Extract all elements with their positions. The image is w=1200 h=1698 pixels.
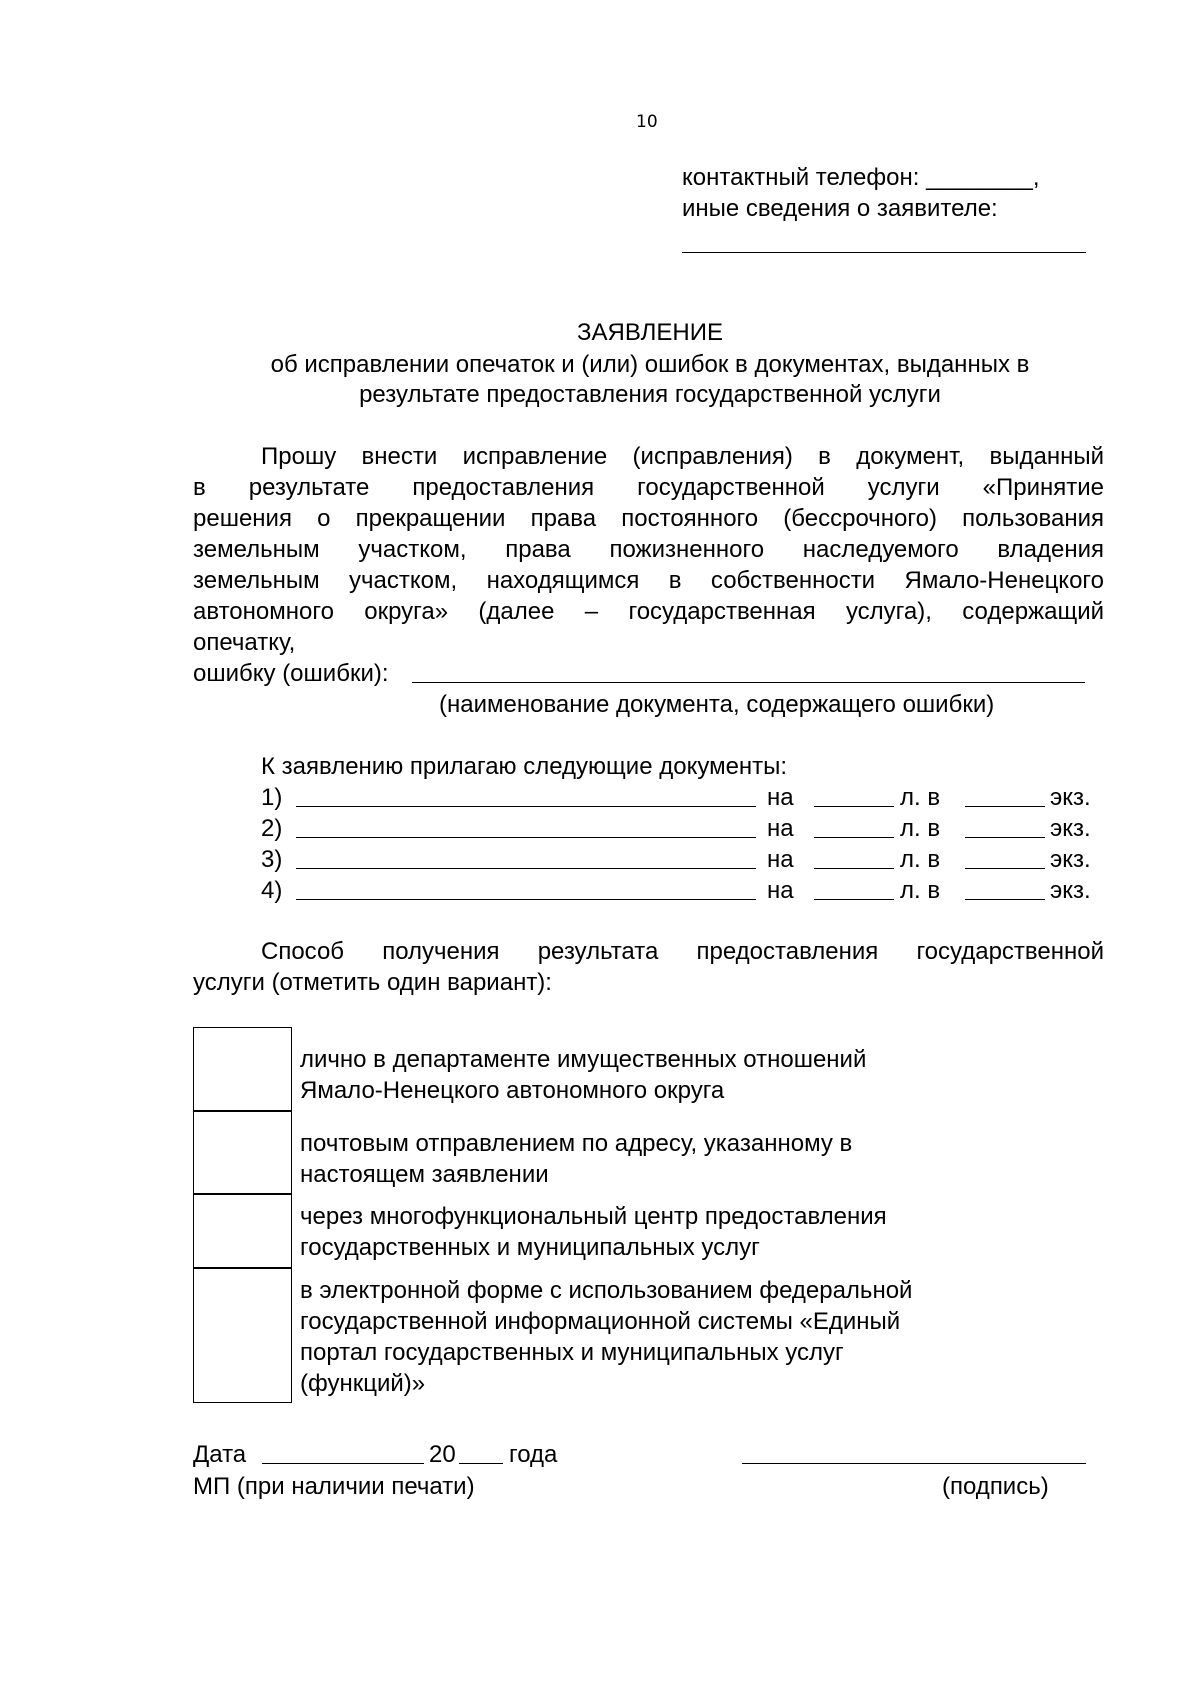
attachment-number: 1) — [261, 784, 283, 811]
option-text-line: в электронной форме с использованием федеральной — [300, 1277, 913, 1304]
attachment-on-label: на — [767, 846, 794, 873]
other-info-line[interactable] — [682, 252, 1086, 253]
attachment-copies-label: экз. — [1050, 877, 1091, 904]
option-checkbox-electronic[interactable] — [193, 1267, 292, 1403]
attachments-intro: К заявлению прилагаю следующие документы: — [261, 753, 788, 780]
attachment-name-field[interactable] — [296, 899, 756, 900]
option-text-line: настоящем заявлении — [300, 1161, 549, 1188]
page-number: 10 — [636, 112, 658, 132]
attachment-name-field[interactable] — [296, 837, 756, 838]
option-checkbox-mfc[interactable] — [193, 1193, 292, 1269]
attachment-sheets-label: л. в — [900, 815, 941, 842]
attachment-copies-label: экз. — [1050, 784, 1091, 811]
option-text-line: государственной информационной системы «Единый — [300, 1308, 901, 1335]
body-line-2: в результате предоставления государственной услуги «Принятие — [193, 474, 1104, 501]
attachment-sheets-field[interactable] — [814, 806, 894, 807]
option-text-line: лично в департаменте имущественных отношений — [300, 1046, 867, 1073]
attachment-sheets-label: л. в — [900, 877, 941, 904]
attachment-sheets-field[interactable] — [814, 868, 894, 869]
body-line-1: Прошу внести исправление (исправления) в документ, выданный — [261, 443, 1104, 470]
attachment-copies-field[interactable] — [965, 837, 1045, 838]
attachment-sheets-field[interactable] — [814, 837, 894, 838]
option-text-line: почтовым отправлением по адресу, указанному в — [300, 1130, 853, 1157]
subtitle-line-2: результате предоставления государственной услуги — [359, 381, 941, 408]
other-info-label: иные сведения о заявителе: — [682, 195, 998, 222]
body-line-6: автономного округа» (далее – государственная услуга), содержащий — [193, 598, 1104, 625]
attachment-copies-field[interactable] — [965, 899, 1045, 900]
attachment-sheets-label: л. в — [900, 846, 941, 873]
year-field[interactable] — [459, 1463, 503, 1464]
body-line-7: опечатку, — [193, 629, 296, 656]
subtitle-line-1: об исправлении опечаток и (или) ошибок в документах, выданных в — [270, 351, 1030, 378]
date-field[interactable] — [262, 1463, 424, 1464]
option-text-line: (функций)» — [300, 1370, 426, 1397]
attachment-on-label: на — [767, 784, 794, 811]
attachment-sheets-label: л. в — [900, 784, 941, 811]
signature-line[interactable] — [742, 1463, 1086, 1464]
option-text-line: государственных и муниципальных услуг — [300, 1234, 760, 1261]
option-text-line: Ямало-Ненецкого автономного округа — [300, 1077, 725, 1104]
attachment-sheets-field[interactable] — [814, 899, 894, 900]
option-text-line: портал государственных и муниципальных услуг — [300, 1339, 844, 1366]
attachment-on-label: на — [767, 877, 794, 904]
attachment-copies-label: экз. — [1050, 846, 1091, 873]
document-name-line[interactable] — [412, 682, 1085, 683]
body-line-4: земельным участком, права пожизненного наследуемого владения — [193, 536, 1104, 563]
page-title: ЗАЯВЛЕНИЕ — [577, 319, 723, 346]
attachment-name-field[interactable] — [296, 806, 756, 807]
attachment-name-field[interactable] — [296, 868, 756, 869]
year-suffix: года — [509, 1441, 558, 1468]
attachment-number: 2) — [261, 815, 283, 842]
attachment-number: 3) — [261, 846, 283, 873]
attachment-number: 4) — [261, 877, 283, 904]
body-line-3: решения о прекращении права постоянного (бессрочного) пользования — [193, 505, 1104, 532]
phone-label: контактный телефон: ________, — [682, 164, 1040, 191]
option-checkbox-in-person[interactable] — [193, 1027, 292, 1112]
date-label: Дата — [193, 1441, 247, 1468]
error-label: ошибку (ошибки): — [193, 660, 389, 687]
year-prefix: 20 — [429, 1441, 456, 1468]
attachment-copies-field[interactable] — [965, 806, 1045, 807]
signature-caption: (подпись) — [942, 1473, 1049, 1500]
method-intro-line-1: Способ получения результата предоставления государственной — [261, 938, 1104, 965]
body-line-5: земельным участком, находящимся в собственности Ямало-Ненецкого — [193, 567, 1104, 594]
option-checkbox-mail[interactable] — [193, 1110, 292, 1195]
attachment-copies-field[interactable] — [965, 868, 1045, 869]
attachment-copies-label: экз. — [1050, 815, 1091, 842]
stamp-label: МП (при наличии печати) — [193, 1473, 475, 1500]
attachment-on-label: на — [767, 815, 794, 842]
method-intro-line-2: услуги (отметить один вариант): — [193, 969, 552, 996]
document-name-caption: (наименование документа, содержащего ошибки) — [439, 691, 995, 718]
option-text-line: через многофункциональный центр предоставления — [300, 1203, 887, 1230]
